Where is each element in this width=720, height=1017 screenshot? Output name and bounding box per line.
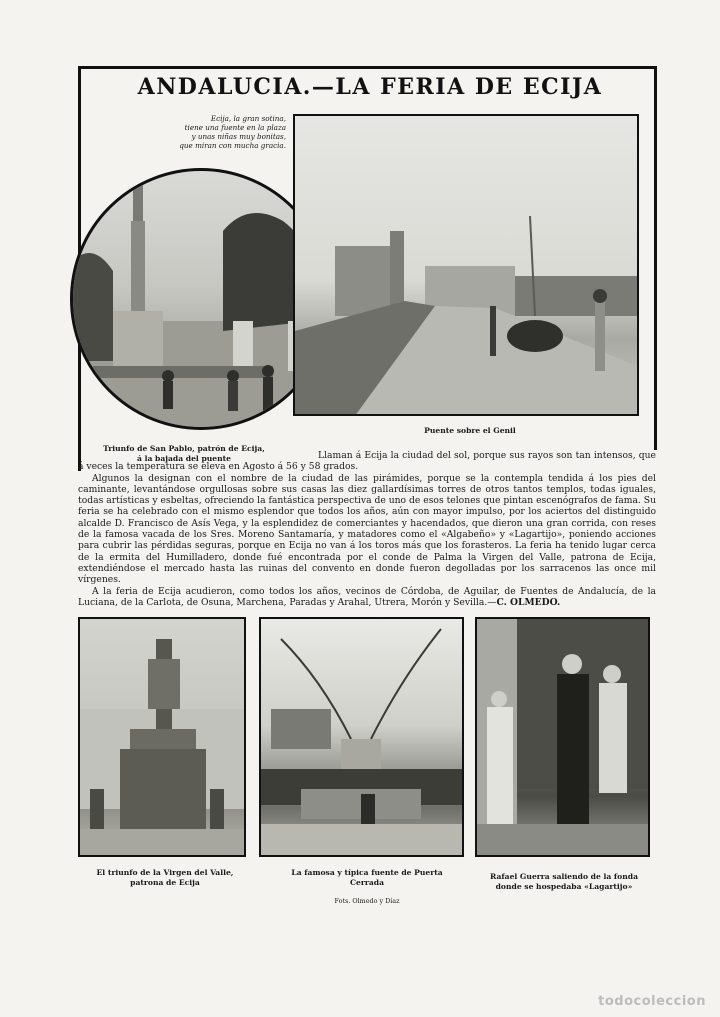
virgen-monument-illustration [80, 619, 244, 855]
article-author: C. OLMEDO. [496, 596, 561, 608]
article-paragraph: Algunos la designan con el nombre de la ciudad de las pirámides, porque se la contempla tendida á los pies del caminante, levantándose orgullosas sobre sus casas las diez gallardísimas torres de otros tantos templos, todas iguales, todas artísticas y esbeltas, ofreciendo la fantástica perspectiva de uno de esos telones que pintan escenógrafos de fama. Su feria se ha celebrado con el mismo esplendor que todos los años, aún con mayor impulso, por los aciertos del distinguido alcalde D. Francisco de Asís Vega, y la esplendidez de comerciantes y hacendados, que dieron una gran corrida, con reses de la famosa vacada de los Sres. Moreno Santamaría, y matadores como el «Algabeño» y «Lagartijo», poniendo acciones para cubrir las pérdidas seguras, porque en Ecija no van á los toros más que los forasteros. La feria ha tenido lugar cerca de la ermita del Humilladero, donde fué encontrada por el conde de Palma la Virgen del Valle, patrona de Ecija, extendiéndose el mercado hasta las ruinas del convento en donde fueron degolladas por los sarracenos las once mil vírgenes. [78, 472, 656, 586]
caption-line: La famosa y típica fuente de Puerta [291, 868, 443, 877]
photo-puente-genil [293, 114, 639, 416]
article-paragraph: Llaman á Ecija la ciudad del sol, porque sus rayos son tan intensos, que á veces la temperatura se eleva en Agosto á 56 y 58 grados. [78, 450, 656, 473]
photo-virgen-del-valle [78, 617, 246, 857]
photo-fuente-puerta-cerrada [259, 617, 464, 857]
photo-rafael-guerra [475, 617, 650, 857]
caption-virgen [80, 868, 250, 887]
monument-illustration [73, 171, 329, 427]
caption-guerra [474, 872, 654, 891]
page-title: ANDALUCIA.—LA FERIA DE ECIJA [137, 74, 603, 100]
photo-credit: Fots. Olmedo y Díaz [334, 896, 400, 905]
people-illustration [477, 619, 648, 855]
article-paragraph [78, 586, 656, 609]
fountain-illustration [261, 619, 462, 855]
caption-fuente [262, 868, 472, 906]
caption-text: Cerrada [349, 877, 385, 887]
caption-line: Rafael Guerra saliendo de la fonda [489, 872, 638, 881]
verse-line: y unas niñas muy bonitas, [191, 132, 286, 141]
frame-top-rule [78, 66, 656, 69]
caption-line: Triunfo de San Pablo, patrón de Ecija, [103, 444, 265, 453]
caption-line: á la bajada del puente [137, 453, 231, 463]
bridge-illustration [295, 116, 637, 414]
verse-line: que miran con mucha gracia. [179, 141, 286, 150]
caption-bridge: Puente sobre el Genil [424, 426, 516, 435]
caption-line: El triunfo de la Virgen del Valle, [96, 868, 234, 877]
verse-line: Ecija, la gran sotina, [210, 114, 286, 123]
verse-line: tiene una fuente en la plaza [184, 123, 286, 132]
frame-right-rule [654, 66, 657, 450]
watermark-logo: todocoleccion [598, 994, 706, 1009]
caption-line: patrona de Ecija [130, 877, 200, 887]
verse-block [166, 114, 286, 150]
caption-line [262, 878, 472, 907]
caption-line: donde se hospedaba «Lagartijo» [495, 881, 633, 891]
article-paragraph-text: A la feria de Ecija acudieron, como todos los años, vecinos de Córdoba, de Aguilar, de Fuentes de Andalucía, de la Luciana, de la Carlota, de Osuna, Marchena, Paradas y Arahal, Utrera, Morón y Sevilla.— [78, 585, 656, 608]
article-body [78, 450, 656, 608]
